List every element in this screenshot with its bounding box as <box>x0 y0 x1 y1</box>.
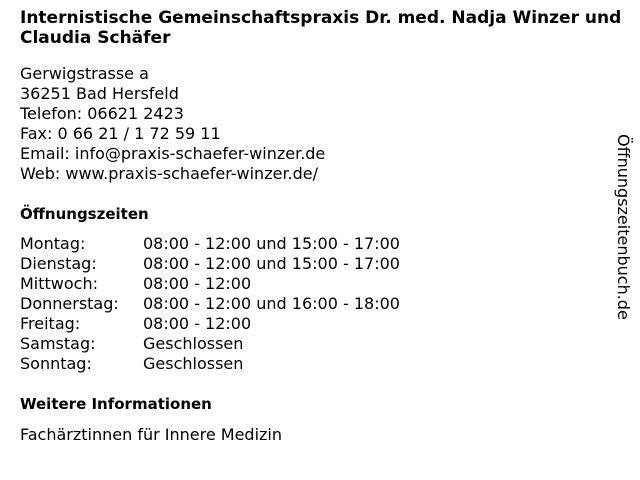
hours-time: 08:00 - 12:00 <box>143 314 252 333</box>
hours-time: 08:00 - 12:00 <box>143 274 252 293</box>
hours-time: 08:00 - 12:00 und 16:00 - 18:00 <box>143 294 400 313</box>
hours-day: Montag: <box>20 234 86 253</box>
hours-row-tuesday <box>20 254 400 274</box>
web-line: Web: www.praxis-schaefer-winzer.de/ <box>20 164 319 183</box>
hours-day: Samstag: <box>20 334 96 353</box>
phone-line: Telefon: 06621 2423 <box>20 104 184 123</box>
hours-day: Sonntag: <box>20 354 92 373</box>
hours-row-wednesday <box>20 274 400 294</box>
hours-day: Dienstag: <box>20 254 97 273</box>
fax-line: Fax: 0 66 21 / 1 72 59 11 <box>20 124 221 143</box>
opening-hours-table <box>20 234 400 374</box>
hours-day: Donnerstag: <box>20 294 119 313</box>
hours-row-saturday <box>20 334 400 354</box>
hours-row-monday <box>20 234 400 254</box>
further-info-text: Fachärztinnen für Innere Medizin <box>20 425 282 444</box>
page-title: Internistische Gemeinschaftspraxis Dr. med. Nadja Winzer und Claudia Schäfer <box>20 8 622 48</box>
email-line: Email: info@praxis-schaefer-winzer.de <box>20 144 326 163</box>
hours-row-sunday <box>20 354 400 374</box>
site-watermark: Öffnungszeitenbuch.de <box>614 134 633 320</box>
hours-row-thursday <box>20 294 400 314</box>
hours-day: Mittwoch: <box>20 274 98 293</box>
address-city: 36251 Bad Hersfeld <box>20 84 179 103</box>
address-block <box>20 64 325 184</box>
further-info-heading: Weitere Informationen <box>20 395 212 413</box>
hours-row-friday <box>20 314 400 334</box>
hours-time: 08:00 - 12:00 und 15:00 - 17:00 <box>143 254 400 273</box>
opening-hours-heading: Öffnungszeiten <box>20 205 149 223</box>
hours-day: Freitag: <box>20 314 81 333</box>
address-street: Gerwigstrasse a <box>20 64 149 83</box>
hours-time: Geschlossen <box>143 354 244 373</box>
hours-time: 08:00 - 12:00 und 15:00 - 17:00 <box>143 234 400 253</box>
hours-time: Geschlossen <box>143 334 244 353</box>
